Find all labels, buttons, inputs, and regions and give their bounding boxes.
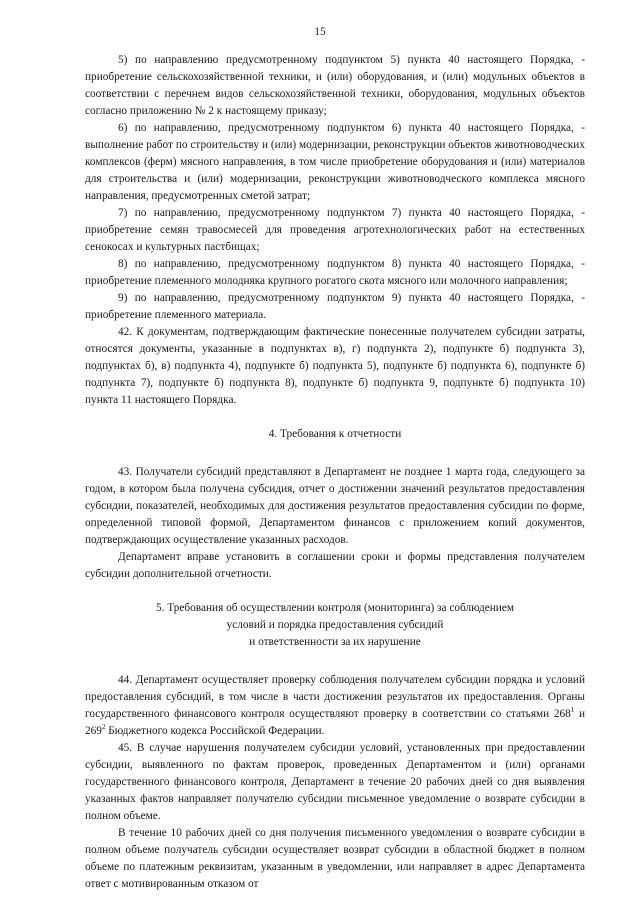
paragraph-45-return: В течение 10 рабочих дней со дня получения письменного уведомления о возврате субсидии в полном объеме получатель субсидии осуществляет возврат субсидии в областной бюджет в полном объеме по платежным реквизитам, указанным в уведомлении, или направляет в адрес Департамента ответ с мотивированным отказом от [85, 827, 585, 890]
page-number: 15 [314, 26, 326, 38]
superscript: 1 [570, 706, 575, 714]
document-body [85, 52, 585, 893]
paragraph-44-text: и 269 [85, 708, 585, 737]
paragraph-41-6: 6) по направлению, предусмотренному подпунктом 6) пункта 40 настоящего Порядка, - выполнение работ по строительству и (или) модернизации, реконструкции объектов животноводческих комплексов (ферм) мясного направления, в том числе приобретение оборудования и (или) материалов для строительства и (или) модернизации, реконструкции животноводческого комплекса мясного направления, предусмотренных сметой затрат; [85, 122, 585, 202]
paragraph-45: 45. В случае нарушения получателем субсидии условий, установленных при предоставлении субсидии, выявленного по фактам проверок, проведенных Департаментом и (или) органами государственного финансового контроля, Департамент в течение 20 рабочих дней со дня выявления указанных фактов направляет получателю субсидии письменное уведомление о возврате субсидии в полном объеме. [85, 742, 585, 822]
paragraph-43-additional: Департамент вправе установить в соглашении сроки и формы представления получателем субсидии дополнительной отчетности. [85, 551, 585, 580]
section-4-heading: 4. Требования к отчетности [268, 428, 402, 440]
paragraph-44-text: Бюджетного кодекса Российской Федерации. [105, 725, 325, 737]
section-5-heading-line: 5. Требования об осуществлении контроля (мониторинга) за соблюдением [155, 602, 515, 614]
paragraph-44 [85, 672, 585, 740]
section-5-heading-line: условий и порядка предоставления субсидий [226, 619, 444, 631]
superscript: 2 [101, 723, 106, 731]
paragraph-42: 42. К документам, подтверждающим фактические понесенные получателем субсидии затраты, относятся документы, указанные в подпунктах в), г) подпункта 2), подпункте б) подпункта 3), подпунктах б), в) подпункта 4), подпункте б) подпункта 5), подпункте б) подпункта 6), подпункте б) подпункта 7), подпункте б) подпункта 8), подпункте б) подпункта 9, подпункте б) подпункта 10) пункта 11 настоящего Порядка. [85, 326, 585, 406]
section-5-heading [85, 600, 585, 651]
paragraph-43: 43. Получатели субсидий представляют в Департамент не позднее 1 марта года, следующего за годом, в котором была получена субсидия, отчет о достижении значений результатов предоставления субсидии, показателей, необходимых для достижения результатов предоставления субсидии по форме, определенной типовой формой, Департаментом финансов с приложением копий документов, подтверждающих осуществление указанных расходов. [85, 466, 585, 546]
paragraph-41-5: 5) по направлению предусмотренному подпунктом 5) пункта 40 настоящего Порядка, - приобретение сельскохозяйственной техники, и (или) оборудования, и (или) модульных объектов в соответствии с перечнем видов сельскохозяйственной техники, оборудования, модульных объектов согласно приложению № 2 к настоящему приказу; [85, 54, 585, 117]
paragraph-41-7: 7) по направлению, предусмотренному подпунктом 7) пункта 40 настоящего Порядка, - приобретение семян травосмесей для проведения агротехнологических работ на естественных сенокосах и культурных пастбищах; [85, 207, 585, 253]
paragraph-41-9: 9) по направлению, предусмотренному подпунктом 9) пункта 40 настоящего Порядка, - приобретение племенного материала. [85, 292, 585, 321]
paragraph-41-8: 8) по направлению, предусмотренному подпунктом 8) пункта 40 настоящего Порядка, - приобретение племенного молодняка крупного рогатого скота мясного или молочного направления; [85, 258, 585, 287]
paragraph-44-text: 44. Департамент осуществляет проверку соблюдения получателем субсидии порядка и условий предоставления субсидий, в том числе в части достижения результатов их предоставления. Органы государственного финансового контроля осуществляют проверку в соответствии со статьями 268 [85, 674, 585, 720]
section-5-heading-line: и ответственности за их нарушение [249, 636, 421, 648]
